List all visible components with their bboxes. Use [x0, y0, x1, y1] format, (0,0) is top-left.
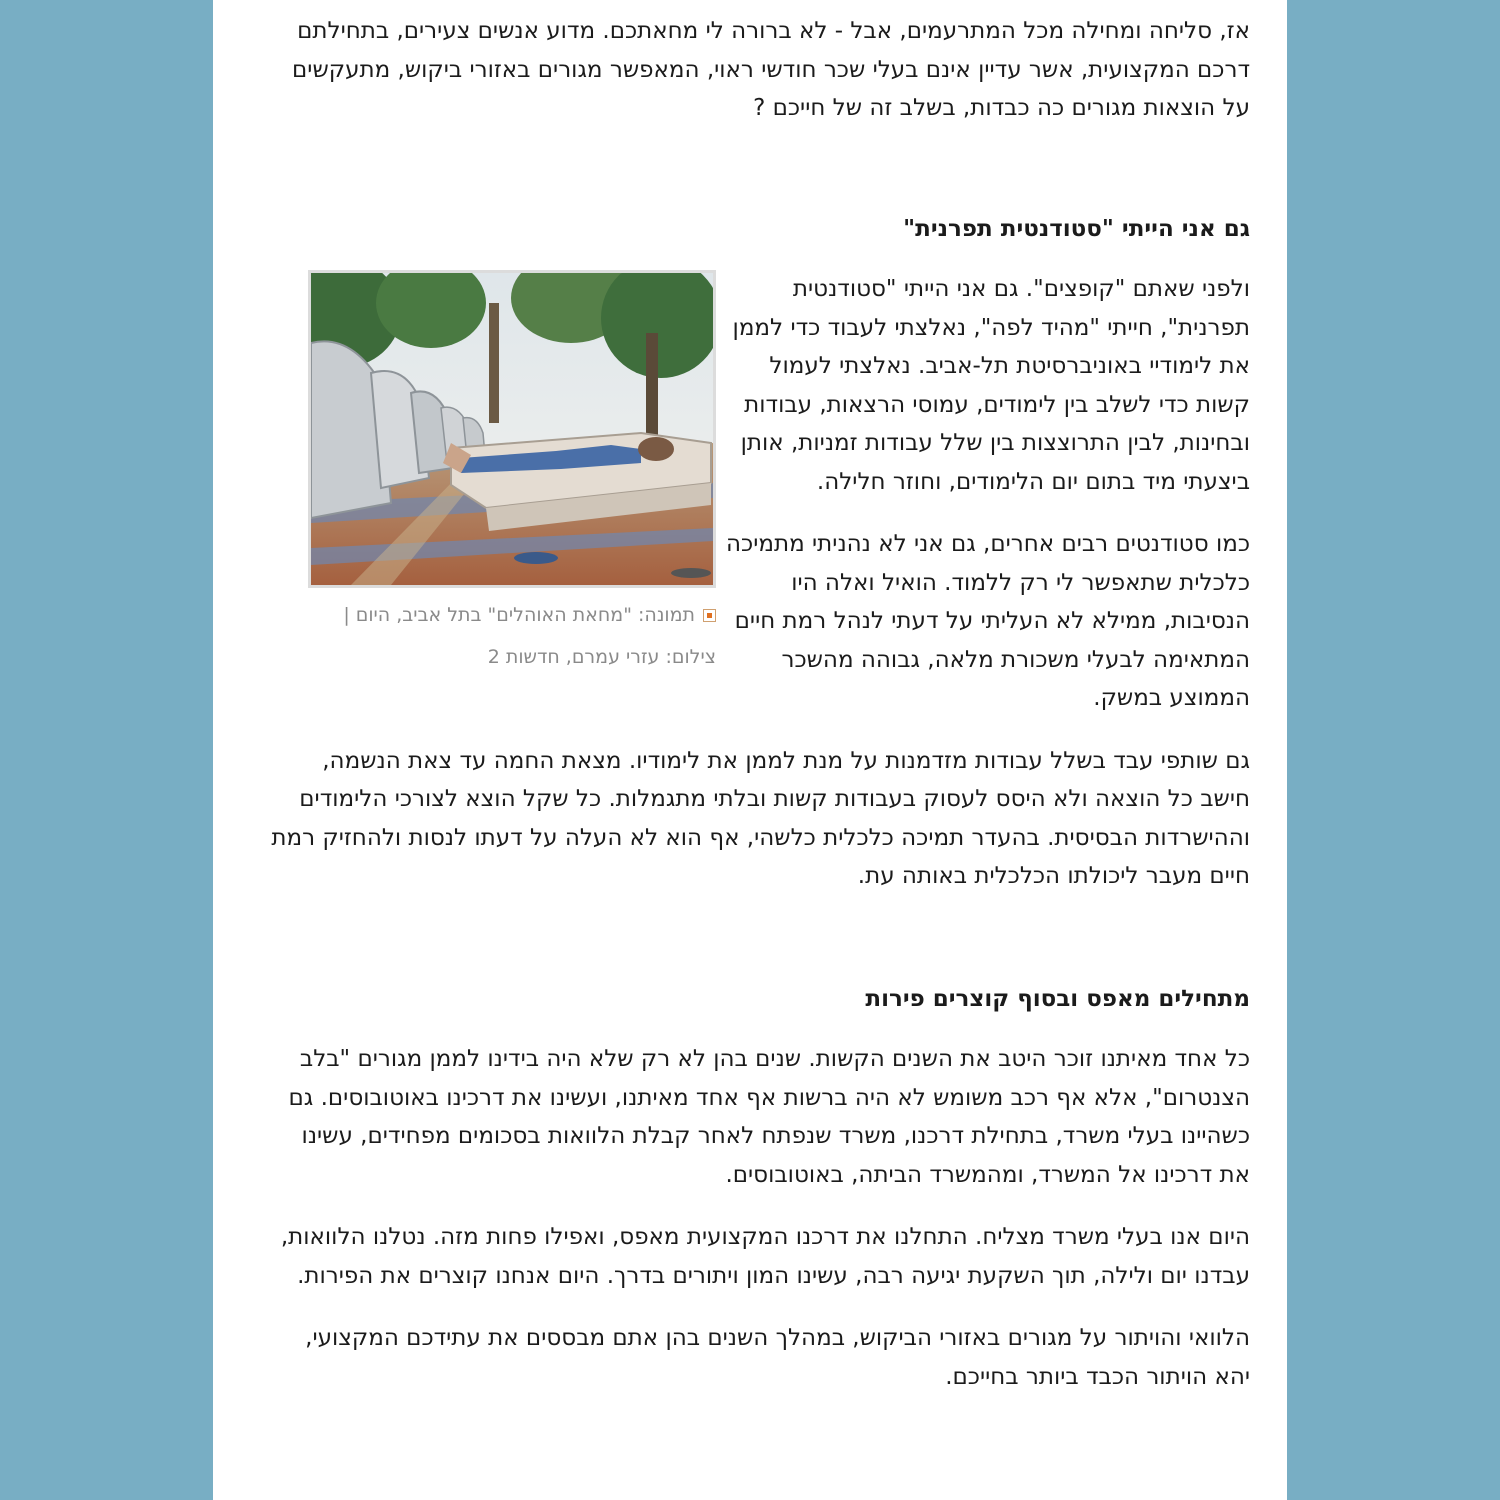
fruits-paragraph-2: היום אנו בעלי משרד מצליח. התחלנו את דרכנו המקצועית מאפס, ואפילו פחות מזה. נטלנו הלוואות, עבדנו יום ולילה, תוך השקעת יגיעה רבה, עשינו המון ויתורים בדרך. היום אנחנו קוצרים את הפירות. — [280, 1224, 1250, 1289]
section-heading-start-from-zero: מתחילים מאפס ובסוף קוצרים פירות — [865, 985, 1250, 1012]
article-figure — [306, 270, 716, 678]
section-heading-student: גם אני הייתי "סטודנטית תפרנית" — [903, 215, 1250, 242]
caption-separator: | — [343, 604, 350, 626]
document-page — [213, 0, 1287, 1500]
student-paragraph-1: ולפני שאתם "קופצים". גם אני הייתי "סטודנטית תפרנית", חייתי "מהיד לפה", נאלצתי לעבוד כדי לממן את לימודיי באוניברסיטת תל-אביב. נאלצתי לעמול קשות כדי לשלב בין לימודים, עמוסי הרצאות, עבודות ובחינות, לבין התרוצצות בין שלל עבודות זמניות, אותן ביצעתי מיד בתום יום הלימודים, וחוזר חלילה. — [732, 276, 1250, 495]
photo-caption — [306, 594, 716, 678]
tent-protest-photo — [308, 270, 716, 588]
caption-label: תמונה: — [638, 604, 695, 626]
fruits-paragraph-1: כל אחד מאיתנו זוכר היטב את השנים הקשות. שנים בהן לא רק שלא היה בידינו לממן מגורים "בלב הצנטרום", אלא אף רכב משומש לא היה ברשות אף אחד מאיתנו, ועשינו את דרכינו באוטובוסים. גם כשהיינו בעלי משרד, בתחילת דרכנו, משרד שנפתח לאחר קבלת הלוואות בסכומים מפחידים, עשינו את דרכינו אל המשרד, ומהמשרד הביתה, באוטובוסים. — [288, 1046, 1250, 1188]
image-icon — [703, 609, 716, 622]
intro-paragraph: אז, סליחה ומחילה מכל המתרעמים, אבל - לא ברורה לי מחאתכם. מדוע אנשים צעירים, בתחילתם דרכם המקצועית, אשר עדיין אינם בעלי שכר חודשי ראוי, המאפשר מגורים באזורי ביקוש, מתעקשים על הוצאות מגורים כה כבדות, בשלב זה של חייכם ? — [292, 18, 1250, 121]
photo-credit: צילום: עזרי עמרם, חדשות 2 — [487, 646, 716, 668]
student-paragraph-2: כמו סטודנטים רבים אחרים, גם אני לא נהניתי מתמיכה כלכלית שתאפשר לי רק ללמוד. הואיל ואלה היו הנסיבות, ממילא לא העליתי על דעתי לנהל רמת חיים המתאימה לבעלי משכורת מלאה, גבוהה מהשכר הממוצע במשק. — [726, 531, 1250, 711]
caption-text: "מחאת האוהלים" בתל אביב, היום — [355, 604, 632, 626]
article-body — [270, 12, 1250, 1420]
student-paragraph-3: גם שותפי עבד בשלל עבודות מזדמנות על מנת לממן את לימודיו. מצאת החמה עד צאת הנשמה, חישב כל הוצאה ולא היסס לעסוק בעבודות קשות ובלתי מתגמלות. כל שקל הוצא לצורכי הלימודים וההישרדות הבסיסית. בהעדר תמיכה כלכלית כלשהי, אף הוא לא העלה על דעתו לנסות ולהחזיק רמת חיים מעבר ליכולתו הכלכלית באותה עת. — [271, 747, 1250, 889]
fruits-paragraph-3: הלוואי והויתור על מגורים באזורי הביקוש, במהלך השנים בהן אתם מבססים את עתידכם המקצועי, יהא הויתור הכבד ביותר בחייכם. — [305, 1325, 1250, 1390]
